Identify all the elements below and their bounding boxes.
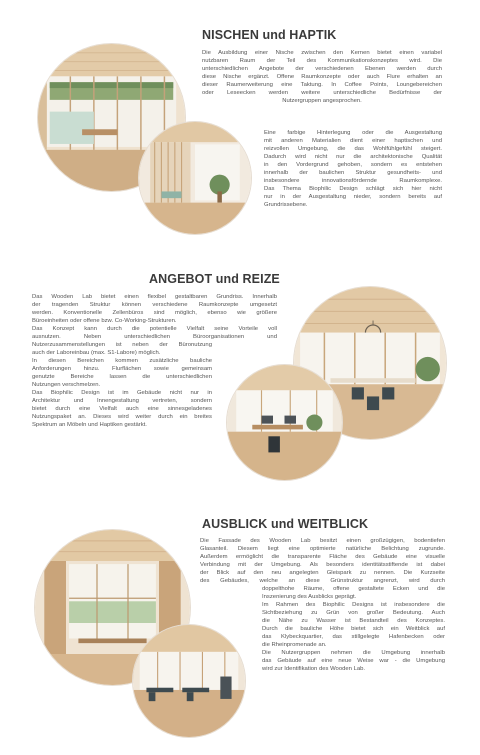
text-line: diese Nische ergänzt. Offene Raumkonzepte oder auch Flure erhalten an — [202, 74, 442, 81]
text-line: Glasanteil. Diesem liegt eine optimierte natürliche Belichtung zugrunde. — [200, 546, 445, 553]
text-line: das Gebäude auf eine neue Weise war - die Umgebung — [262, 658, 445, 665]
text-line: die Nähe zu Wasser ist Bestandteil des Konzeptes. — [262, 618, 445, 625]
text-line: unterschiedlichen Angebote der verschiedenen Ebenen werden durch — [202, 66, 442, 73]
text-line: des Gebäudes, welche an diese Grünstruktur angrenzt, wird durch — [200, 578, 445, 585]
text-line: dieser Raumerweiterung eine Taktung. In Coffee Points, Loungebereichen — [202, 82, 442, 89]
text-line: Eine farbige Hinterlegung oder die Ausgestaltung — [264, 130, 442, 136]
text-line: Architektur und Innengestaltung vertreten, sondern — [32, 398, 212, 405]
text-line: bietet durch eine Vielfalt auch eine sinnesgeladenes — [32, 406, 212, 413]
text-line: Das Thema Biophilic Design schlägt sich hier nicht — [264, 186, 442, 193]
section-heading-angebot: ANGEBOT und REIZE — [149, 272, 280, 286]
text-line: genutzte Bereiche lassen die unterschiedlichen — [32, 374, 212, 381]
text-line: ausnutzen. Neben unterschiedlichen Büroorganisationen und — [32, 334, 277, 341]
text-line: Durch die bauliche Höhe bietet sich ein Weitblick auf — [262, 626, 445, 633]
text-line: In diesen Bereichen kommen zusätzliche bauliche — [32, 358, 212, 365]
text-line: Nutzerzusammenstellungen ist neben der Büronutzung — [32, 342, 212, 348]
text-line: der Blick auf den neu angelegten Gleispark zu nennen. Die Kurzseite — [200, 570, 445, 577]
text-line: der tragenden Struktur können verschiedene Raumkonzepte umgesetzt — [32, 302, 277, 309]
text-line: werden. Konventionelle Zellenbüros sind möglich, ebenso wie größere — [32, 310, 277, 317]
text-line: Im Rahmen des Biophilic Designs ist insbesondere die — [262, 602, 445, 609]
text-line: das Klybeckquartier, das stillgelegte Hafenbecken oder — [262, 634, 445, 641]
text-line: Außerdem ermöglicht die transparente Fläche des Gebäude eine visuelle — [200, 554, 445, 561]
text-line: Nutzergruppen angesprochen. — [282, 98, 362, 105]
text-line: Die Fassade des Wooden Lab besitzt einen großzügigen, bodentiefen — [200, 538, 445, 544]
text-line: mit anderen Materialien dient einer haptischen und — [264, 138, 442, 145]
text-line: doppelthohe Räume, offene gestaltete Ecken und die — [262, 586, 445, 592]
text-line: Büroeinheiten oder offene bzw. Co-Working-Strukturen. — [32, 318, 177, 325]
section-heading-nischen: NISCHEN und HAPTIK — [202, 28, 337, 42]
text-line: Das Konzept kann durch die potentielle Vielfalt seine Vorteile voll — [32, 326, 277, 333]
section-heading-ausblick: AUSBLICK und WEITBLICK — [202, 517, 369, 531]
text-line: Verbindung mit der Umgebung. Als besonders identitätsstiftende ist dabei — [200, 562, 445, 569]
cafe-seating-image — [133, 625, 245, 737]
text-line: Nutzungen verschmelzen. — [32, 382, 101, 389]
text-line: die Rheinpromenade an. — [262, 642, 327, 649]
section-text-nischen — [202, 49, 442, 105]
text-line: nur in der Ausgestaltung nieder, sondern bereits auf — [264, 194, 442, 201]
lounge-corner-image — [139, 122, 251, 234]
text-line: Sichtbeziehung zu Grün von großer Bedeutung. Auch — [262, 610, 445, 617]
text-line: oder Leseecken werden weitere unterschiedliche Bedürfnisse der — [202, 90, 442, 97]
text-line: Die Nutzergruppen nehmen die Umgebung innerhalb — [262, 650, 445, 657]
text-line: Das Biophilic Design ist im Gebäude nicht nur in — [32, 390, 212, 397]
text-line: Dadurch wird nicht nur die architektonische Qualität — [264, 154, 442, 161]
section-text-angebot-continued — [32, 341, 212, 430]
text-line: Inszenierung des Ausblicks geprägt. — [262, 594, 357, 601]
text-line: Anforderungen hinzu. Flurflächen sowie gemeinsam — [32, 366, 212, 373]
section-text-nischen-continued — [264, 129, 442, 209]
text-line: Nutzungspaket an. Dieses wird weiter durch ein breites — [32, 414, 212, 421]
section-text-ausblick-continued — [262, 585, 445, 674]
text-line: Grundrissebene. — [264, 202, 308, 209]
text-line: Das Wooden Lab bietet einen flexibel gestaltbaren Grundriss. Innerhalb — [32, 294, 277, 300]
text-line: innerhalb der baulichen Struktur gesundheits- und — [264, 170, 442, 177]
text-line: insbesondere innovationsfördernde Raumkomplexe. — [264, 178, 442, 185]
desk-workspace-image — [227, 365, 342, 480]
text-line: auch der Laboreinbau (max. S1-Labore) möglich. — [32, 350, 161, 357]
section-text-ausblick — [200, 537, 445, 585]
text-line: reizvollen Umgebung, die das Wohlfühlgefühl steigert. — [264, 146, 442, 153]
text-line: in den Vordergrund gehoben, sondern es entstehen — [264, 162, 442, 169]
section-text-angebot — [32, 293, 277, 341]
text-line: Die Ausbildung einer Nische zwischen den Kernen bietet einen variabel — [202, 50, 442, 56]
text-line: nutzbaren Raum der Teil des Kommunikationskonzeptes wird. Die — [202, 58, 442, 65]
text-line: Spektrum an Möbeln und Haptiken gestärkt. — [32, 422, 147, 429]
text-line: wird zur Identifikation des Wooden Lab. — [262, 666, 366, 673]
